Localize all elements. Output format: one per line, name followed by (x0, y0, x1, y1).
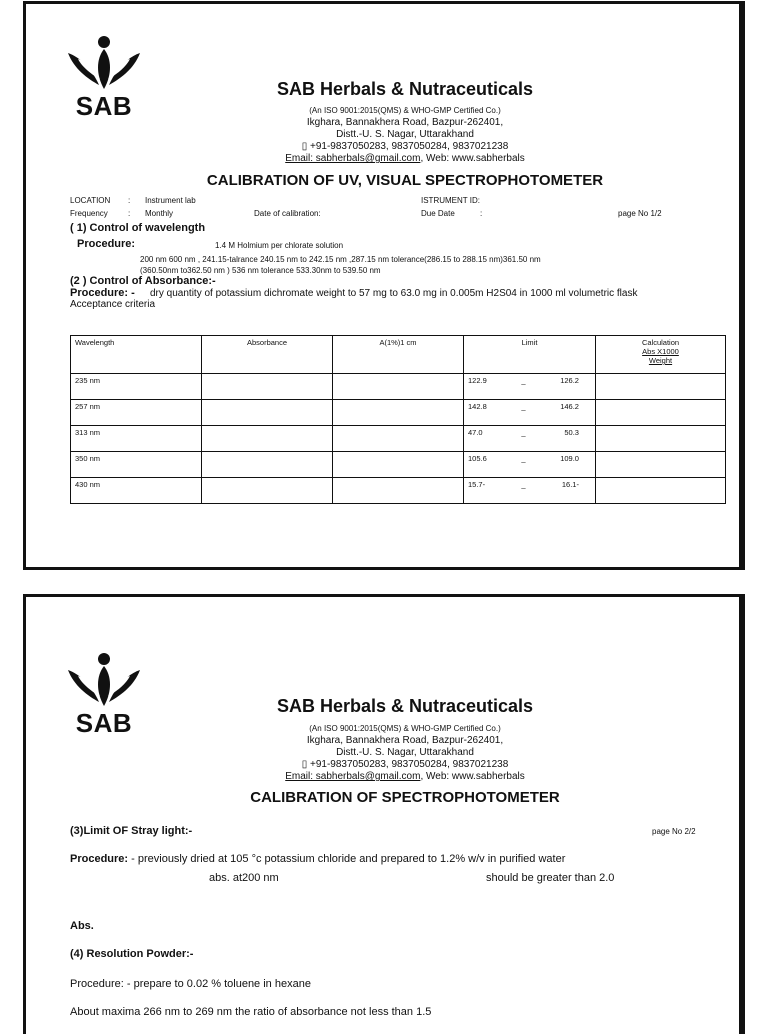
location-value: Instrument lab (145, 196, 196, 205)
procedure-2-text: dry quantity of potassium dichromate weight to 57 mg to 63.0 mg in 0.005m H2S04 in 1000 ml volumetric flask (150, 288, 638, 299)
cell-limit (464, 478, 596, 504)
cell-calculation[interactable] (596, 426, 726, 452)
cell-absorbance[interactable] (202, 374, 333, 400)
calibration-table (70, 335, 726, 504)
limit-high: 146.2 (560, 402, 579, 411)
cell-calculation[interactable] (596, 452, 726, 478)
procedure-1-text: 1.4 M Holmium per chlorate solution (215, 241, 344, 250)
date-of-calibration-label: Date of calibration: (254, 209, 321, 218)
cell-absorbance[interactable] (202, 478, 333, 504)
limit-high: 16.1- (561, 480, 579, 489)
due-date-label: Due Date (421, 209, 455, 218)
cell-wavelength: 313 nm (71, 426, 202, 452)
table-row (71, 426, 726, 452)
table-row (71, 374, 726, 400)
certification-text: (An ISO 9001:2015(QMS) & WHO-GMP Certified Co.) (309, 106, 501, 115)
phone-text: ▯ +91-9837050283, 9837050284, 9837021238 (301, 141, 509, 152)
procedure-3-text: - previously dried at 105 °c potassium chloride and prepared to 1.2% w/v in purified water (128, 853, 566, 865)
table-row (71, 400, 726, 426)
web-text-2: , Web: www.sabherbals (420, 771, 525, 782)
section-stray-light: (3)Limit OF Stray light:- (70, 825, 193, 837)
procedure-3 (70, 853, 565, 865)
cell-wavelength: 350 nm (71, 452, 202, 478)
limit-low: 47.0 (468, 428, 483, 437)
calc-header-text: Calculation (641, 338, 680, 347)
web-text: , Web: www.sabherbals (420, 153, 525, 164)
address-line-1-2: Ikghara, Bannakhera Road, Bazpur-262401, (306, 735, 504, 746)
cell-limit (464, 426, 596, 452)
cell-calculation[interactable] (596, 374, 726, 400)
cell-calculation[interactable] (596, 478, 726, 504)
section-control-of-wavelength: ( 1) Control of wavelength (70, 222, 206, 234)
company-address-block (0, 105, 768, 165)
logo-text-2: SAB (75, 708, 133, 738)
limit-low: 142.8 (468, 402, 487, 411)
procedure-label-3: Procedure: (70, 853, 129, 865)
procedure-4-text: Procedure: - prepare to 0.02 % toluene in hexane (70, 978, 311, 990)
abs-at-200: abs. at200 nm (209, 872, 279, 884)
procedure-label-2: Procedure: - (70, 287, 135, 299)
page-number-1: page No 1/2 (618, 209, 662, 218)
table-row (71, 478, 726, 504)
acceptance-criteria: Acceptance criteria (70, 299, 156, 310)
frequency-value: Monthly (145, 209, 174, 218)
greater-than-2: should be greater than 2.0 (486, 872, 615, 884)
location-label: LOCATION (70, 196, 111, 205)
cell-limit (464, 374, 596, 400)
company-name: SAB Herbals & Nutraceuticals (276, 79, 534, 99)
wavelengths-line-1: 200 nm 600 nm , 241.15-talrance 240.15 nm to 242.15 nm ,287.15 nm tolerance(286.15 to 288.15 nm)361.50 nm (140, 255, 541, 264)
frequency-label: Frequency (70, 209, 108, 218)
cell-calculation[interactable] (596, 400, 726, 426)
header-limit: Limit (464, 336, 596, 374)
wavelengths-line-2: (360.50nm to362.50 nm ) 536 nm tolerance 533.30nm to 539.50 nm (140, 266, 381, 275)
table-header-row (71, 336, 726, 374)
cell-a1cm[interactable] (333, 426, 464, 452)
cell-absorbance[interactable] (202, 452, 333, 478)
limit-low: 15.7- (468, 480, 486, 489)
location-colon: : (128, 196, 131, 205)
procedure-label-1: Procedure: (77, 238, 136, 250)
limit-dash: _ (521, 428, 526, 437)
email-link-2[interactable]: Email: sabherbals@gmail.com (285, 771, 421, 782)
phone-text-2: ▯ +91-9837050283, 9837050284, 9837021238 (301, 759, 509, 770)
address-line-1: Ikghara, Bannakhera Road, Bazpur-262401, (306, 117, 504, 128)
cell-wavelength: 430 nm (71, 478, 202, 504)
cell-limit (464, 452, 596, 478)
address-line-2-2: Distt.-U. S. Nagar, Uttarakhand (336, 747, 474, 758)
limit-dash: _ (521, 376, 526, 385)
abs-label: Abs. (70, 920, 94, 932)
limit-high: 109.0 (560, 454, 579, 463)
cell-absorbance[interactable] (202, 426, 333, 452)
cell-a1cm[interactable] (333, 452, 464, 478)
table-row (71, 452, 726, 478)
cell-a1cm[interactable] (333, 374, 464, 400)
company-name-2: SAB Herbals & Nutraceuticals (276, 696, 534, 716)
cell-wavelength: 235 nm (71, 374, 202, 400)
cell-limit (464, 400, 596, 426)
cell-a1cm[interactable] (333, 400, 464, 426)
limit-high: 50.3 (564, 428, 579, 437)
page2-title: CALIBRATION OF SPECTROPHOTOMETER (250, 789, 560, 806)
header-a1cm: A(1%)1 cm (333, 336, 464, 374)
limit-dash: _ (521, 480, 526, 489)
header-wavelength: Wavelength (71, 336, 202, 374)
maxima-text: About maxima 266 nm to 269 nm the ratio of absorbance not less than 1.5 (70, 1006, 432, 1018)
section-control-of-absorbance: (2 ) Control of Absorbance:- (70, 275, 216, 287)
page-number-2: page No 2/2 (652, 827, 696, 836)
header-calculation (596, 336, 726, 374)
limit-dash: _ (521, 454, 526, 463)
cell-a1cm[interactable] (333, 478, 464, 504)
company-address-block-2 (0, 723, 768, 783)
page1-title: CALIBRATION OF UV, VISUAL SPECTROPHOTOMETER (206, 172, 604, 189)
logo-text: SAB (75, 91, 133, 121)
header-absorbance: Absorbance (202, 336, 333, 374)
address-line-2: Distt.-U. S. Nagar, Uttarakhand (336, 129, 474, 140)
calc-denominator: Weight (648, 356, 673, 365)
instrument-id-label: ISTRUMENT ID: (421, 196, 480, 205)
cell-absorbance[interactable] (202, 400, 333, 426)
limit-dash: _ (521, 402, 526, 411)
due-date-colon: : (480, 209, 483, 218)
certification-text-2: (An ISO 9001:2015(QMS) & WHO-GMP Certified Co.) (309, 724, 501, 733)
email-link[interactable]: Email: sabherbals@gmail.com (285, 153, 421, 164)
limit-low: 122.9 (468, 376, 487, 385)
section-resolution-powder: (4) Resolution Powder:- (70, 948, 194, 960)
limit-low: 105.6 (468, 454, 487, 463)
calc-numerator: Abs X1000 (642, 347, 679, 356)
frequency-colon: : (128, 209, 131, 218)
cell-wavelength: 257 nm (71, 400, 202, 426)
limit-high: 126.2 (560, 376, 579, 385)
